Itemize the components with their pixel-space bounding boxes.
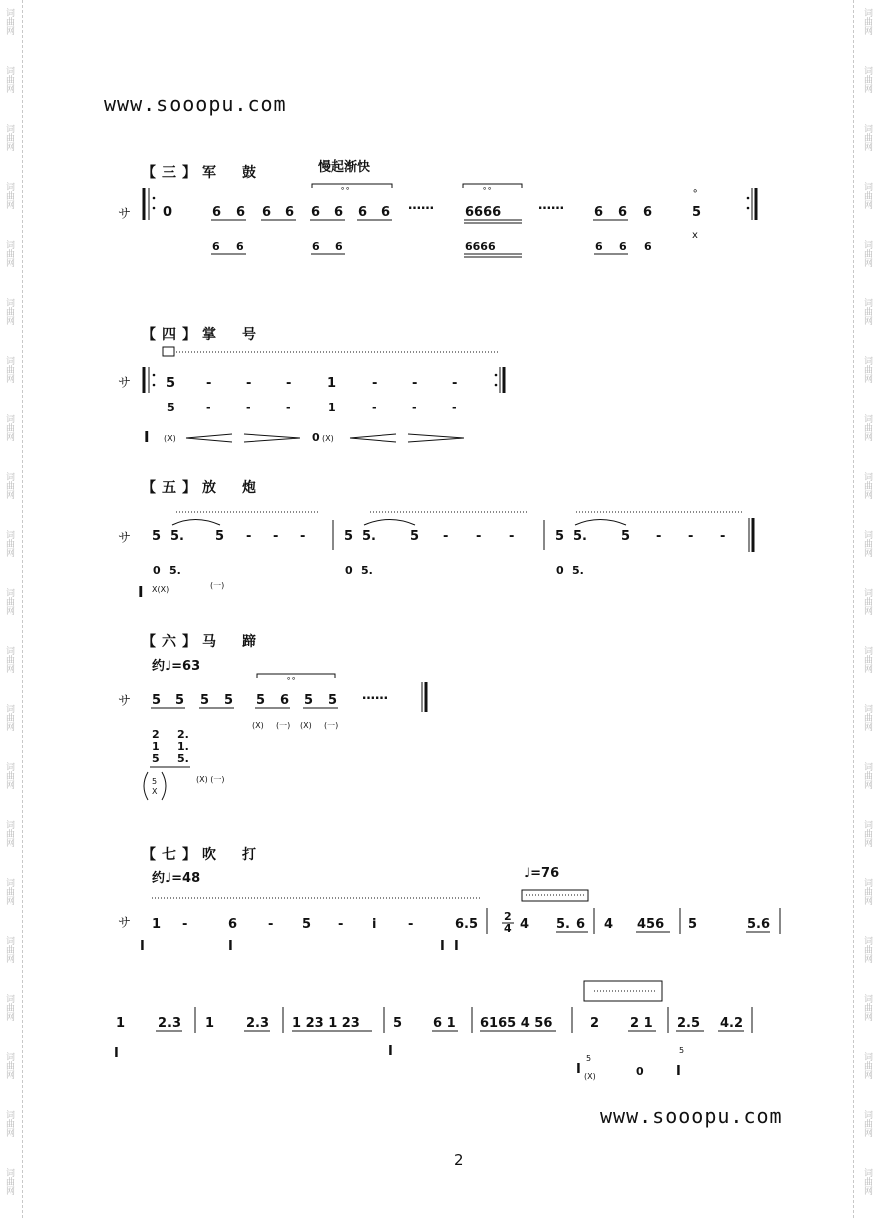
svg-text:1.: 1. [177, 740, 189, 753]
svg-text:5.: 5. [556, 917, 570, 932]
margin-stamp: 词曲网 [862, 472, 872, 499]
svg-text:I: I [454, 939, 459, 954]
svg-text:(一): (一) [210, 581, 225, 590]
svg-text:1: 1 [327, 376, 337, 391]
svg-text:2.5: 2.5 [677, 1016, 701, 1031]
svg-text:6: 6 [212, 240, 220, 253]
svg-text:4: 4 [520, 917, 530, 932]
svg-text:1: 1 [328, 401, 336, 414]
margin-stamp: 词曲网 [862, 356, 872, 383]
note-6: 6 [212, 205, 222, 220]
svg-text:5: 5 [152, 693, 162, 708]
margin-stamp: 词曲网 [4, 704, 14, 731]
section-4-title: 【四】掌 号 [142, 327, 262, 343]
svg-text:6: 6 [576, 917, 586, 932]
svg-text:x: x [692, 230, 698, 241]
svg-text:5: 5 [200, 693, 210, 708]
svg-text:2: 2 [504, 910, 512, 923]
header-site-url: www.sooopu.com [104, 92, 287, 116]
svg-text:X(X): X(X) [152, 585, 170, 594]
svg-text:1 23 1 23: 1 23 1 23 [292, 1016, 360, 1031]
svg-text:-: - [372, 401, 377, 414]
section-5-performer-mark: サ [118, 531, 132, 546]
svg-text:5: 5 [555, 529, 565, 544]
svg-text:∘∘: ∘∘ [340, 184, 351, 193]
margin-stamp: 词曲网 [4, 530, 14, 557]
svg-text:5.: 5. [573, 529, 587, 544]
svg-text:5.: 5. [362, 529, 376, 544]
note-6: 6 [262, 205, 272, 220]
svg-text:-: - [206, 401, 211, 414]
margin-stamp: 词曲网 [862, 240, 872, 267]
svg-text:0: 0 [153, 564, 161, 577]
margin-stamp: 词曲网 [862, 66, 872, 93]
note-6: 6 [618, 205, 628, 220]
svg-text:5: 5 [256, 693, 266, 708]
svg-text:∘: ∘ [692, 186, 699, 197]
section-4-performer-mark: サ [118, 376, 132, 391]
svg-text:4: 4 [604, 917, 614, 932]
note-6: 6 [358, 205, 368, 220]
svg-text:2.3: 2.3 [158, 1016, 182, 1031]
svg-text:2.: 2. [177, 728, 189, 741]
svg-text:∘∘: ∘∘ [286, 674, 297, 683]
svg-text:5.: 5. [169, 564, 181, 577]
margin-stamp: 词曲网 [862, 878, 872, 905]
note-6: 6 [643, 205, 653, 220]
margin-stamp: 词曲网 [4, 646, 14, 673]
margin-stamp: 词曲网 [862, 820, 872, 847]
svg-text:-: - [408, 917, 414, 932]
svg-text:5.: 5. [170, 529, 184, 544]
svg-text:0: 0 [556, 564, 564, 577]
svg-text:5: 5 [621, 529, 631, 544]
margin-stamp: 词曲网 [862, 994, 872, 1021]
svg-text:-: - [412, 376, 418, 391]
section-7-tempo-change: ♩=76 [524, 866, 560, 881]
svg-text:5: 5 [410, 529, 420, 544]
section-3-tempo: 慢起渐快 [318, 160, 371, 175]
svg-text:-: - [286, 376, 292, 391]
note-5: 5 [692, 205, 702, 220]
svg-text:5.6: 5.6 [747, 917, 771, 932]
section-7-performer-mark: サ [118, 916, 132, 931]
svg-text:-: - [688, 529, 694, 544]
svg-text:6: 6 [312, 240, 320, 253]
section-7-score-line-2 [0, 975, 876, 1085]
svg-text:1: 1 [152, 740, 160, 753]
svg-text:I: I [114, 1046, 119, 1061]
section-3-score [0, 180, 876, 280]
svg-text:1: 1 [152, 917, 162, 932]
svg-text:-: - [412, 401, 417, 414]
section-5-score [0, 500, 876, 610]
margin-stamp: 词曲网 [862, 124, 872, 151]
svg-text:(一): (一) [324, 721, 339, 730]
margin-stamp: 词曲网 [4, 820, 14, 847]
svg-text:(X): (X) [300, 721, 312, 730]
svg-text:I: I [228, 939, 233, 954]
svg-text:2: 2 [590, 1016, 600, 1031]
svg-text:2 1: 2 1 [630, 1016, 653, 1031]
margin-stamp: 词曲网 [4, 1168, 14, 1195]
svg-text:-: - [300, 529, 306, 544]
svg-text:-: - [206, 376, 212, 391]
margin-stamp: 词曲网 [4, 762, 14, 789]
margin-stamp: 词曲网 [862, 182, 872, 209]
svg-text:I: I [388, 1044, 393, 1059]
svg-text:2: 2 [152, 728, 160, 741]
note-6666: 6666 [465, 205, 502, 220]
section-6-score [0, 672, 876, 802]
margin-stamp: 词曲网 [862, 762, 872, 789]
margin-stamp: 词曲网 [4, 994, 14, 1021]
margin-stamp: 词曲网 [862, 298, 872, 325]
section-7-score-line-1 [0, 888, 876, 968]
svg-text:I: I [440, 939, 445, 954]
svg-text:5: 5 [215, 529, 225, 544]
svg-text:X: X [152, 787, 158, 796]
svg-text:1: 1 [116, 1016, 126, 1031]
svg-text:5.: 5. [177, 752, 189, 765]
margin-stamp: 词曲网 [4, 1052, 14, 1079]
margin-stamp: 词曲网 [862, 1052, 872, 1079]
svg-text:6: 6 [236, 240, 244, 253]
svg-text:5: 5 [328, 693, 338, 708]
note-6: 6 [285, 205, 295, 220]
margin-stamp: 词曲网 [4, 66, 14, 93]
svg-text:I: I [576, 1062, 581, 1077]
margin-stamp: 词曲网 [862, 646, 872, 673]
svg-text:5.: 5. [361, 564, 373, 577]
note-6: 6 [594, 205, 604, 220]
section-5-title: 【五】放 炮 [142, 480, 262, 496]
svg-text:∘∘: ∘∘ [482, 184, 493, 193]
section-7-title: 【七】吹 打 [142, 847, 262, 863]
svg-text:0: 0 [636, 1065, 644, 1078]
svg-text:5.: 5. [572, 564, 584, 577]
svg-text:-: - [720, 529, 726, 544]
section-6-tempo: 约♩=63 [152, 659, 201, 674]
section-3-ellipsis-1: …… [408, 198, 434, 213]
svg-text:-: - [246, 376, 252, 391]
footer-site-url: www.sooopu.com [600, 1104, 783, 1128]
svg-text:-: - [476, 529, 482, 544]
margin-stamp: 词曲网 [862, 8, 872, 35]
svg-text:(X): (X) [164, 434, 176, 443]
svg-text:-: - [286, 401, 291, 414]
margin-stamp: 词曲网 [862, 530, 872, 557]
svg-text:4.2: 4.2 [720, 1016, 744, 1031]
note-0: 0 [163, 205, 173, 220]
margin-stamp: 词曲网 [4, 124, 14, 151]
svg-text:6: 6 [595, 240, 603, 253]
margin-stamp: 词曲网 [4, 588, 14, 615]
margin-stamp: 词曲网 [4, 240, 14, 267]
svg-text:(X): (X) [322, 434, 334, 443]
margin-stamp: 词曲网 [4, 298, 14, 325]
svg-text:5: 5 [175, 693, 185, 708]
svg-text:6: 6 [619, 240, 627, 253]
margin-stamp: 词曲网 [4, 182, 14, 209]
section-6-ellipsis: …… [362, 688, 388, 703]
svg-text:6: 6 [335, 240, 343, 253]
svg-text:-: - [509, 529, 515, 544]
svg-text:5: 5 [679, 1046, 685, 1055]
margin-stamp: 词曲网 [4, 936, 14, 963]
svg-text:-: - [452, 401, 457, 414]
margin-stamp: 词曲网 [4, 356, 14, 383]
section-3-ellipsis-2: …… [538, 198, 564, 213]
svg-text:-: - [268, 917, 274, 932]
svg-text:5: 5 [688, 917, 698, 932]
svg-text:(一): (一) [276, 721, 291, 730]
margin-stamp: 词曲网 [862, 1110, 872, 1137]
svg-text:-: - [246, 401, 251, 414]
svg-text:456: 456 [637, 917, 665, 932]
section-3-title: 【三】军 鼓 [142, 165, 262, 181]
margin-stamp: 词曲网 [4, 414, 14, 441]
note-6: 6 [236, 205, 246, 220]
svg-text:6165 4 56: 6165 4 56 [480, 1016, 553, 1031]
section-3-performer-mark: サ [118, 207, 132, 222]
margin-stamp: 词曲网 [862, 588, 872, 615]
svg-text:5: 5 [586, 1054, 592, 1063]
svg-text:-: - [338, 917, 344, 932]
svg-text:I: I [676, 1064, 681, 1079]
margin-stamp: 词曲网 [4, 1110, 14, 1137]
section-4-score [0, 345, 876, 455]
svg-text:4: 4 [504, 922, 512, 935]
svg-text:5: 5 [302, 917, 312, 932]
svg-text:I: I [140, 939, 145, 954]
svg-text:(X): (X) [252, 721, 264, 730]
margin-stamp: 词曲网 [862, 704, 872, 731]
svg-text:(X): (X) [584, 1072, 596, 1081]
svg-text:2.3: 2.3 [246, 1016, 270, 1031]
margin-stamp: 词曲网 [862, 1168, 872, 1195]
svg-text:-: - [452, 376, 458, 391]
svg-text:6: 6 [228, 917, 238, 932]
svg-text:5: 5 [344, 529, 354, 544]
svg-text:1: 1 [205, 1016, 215, 1031]
svg-text:0: 0 [345, 564, 353, 577]
svg-text:6: 6 [280, 693, 290, 708]
section-4-roman: I [144, 428, 150, 446]
svg-text:5: 5 [152, 752, 160, 765]
svg-text:-: - [656, 529, 662, 544]
svg-text:6.5: 6.5 [455, 917, 479, 932]
section-6-performer-mark: サ [118, 694, 132, 709]
section-6-title: 【六】马 蹄 [142, 634, 262, 650]
svg-text:6 1: 6 1 [433, 1016, 456, 1031]
svg-text:5: 5 [304, 693, 314, 708]
svg-text:5: 5 [152, 777, 158, 786]
svg-text:5: 5 [152, 529, 162, 544]
svg-text:6666: 6666 [465, 240, 496, 253]
page-number: 2 [454, 1151, 464, 1169]
note-6: 6 [381, 205, 391, 220]
margin-stamp: 词曲网 [862, 936, 872, 963]
svg-text:5: 5 [167, 401, 175, 414]
svg-text:6: 6 [644, 240, 652, 253]
margin-stamp: 词曲网 [4, 472, 14, 499]
svg-text:-: - [273, 529, 279, 544]
margin-stamp: 词曲网 [4, 8, 14, 35]
section-5-roman: I [138, 583, 144, 601]
margin-stamp: 词曲网 [4, 878, 14, 905]
svg-text:5: 5 [393, 1016, 403, 1031]
svg-text:-: - [372, 376, 378, 391]
note-6: 6 [311, 205, 321, 220]
margin-stamp: 词曲网 [862, 414, 872, 441]
svg-text:(X) (一): (X) (一) [196, 775, 225, 784]
svg-text:0: 0 [312, 431, 320, 444]
svg-text:i: i [372, 917, 377, 932]
note-6: 6 [334, 205, 344, 220]
svg-text:-: - [246, 529, 252, 544]
svg-text:-: - [443, 529, 449, 544]
svg-text:5: 5 [224, 693, 234, 708]
section-7-tempo: 约♩=48 [152, 871, 201, 886]
svg-text:-: - [182, 917, 188, 932]
svg-text:5: 5 [166, 376, 176, 391]
